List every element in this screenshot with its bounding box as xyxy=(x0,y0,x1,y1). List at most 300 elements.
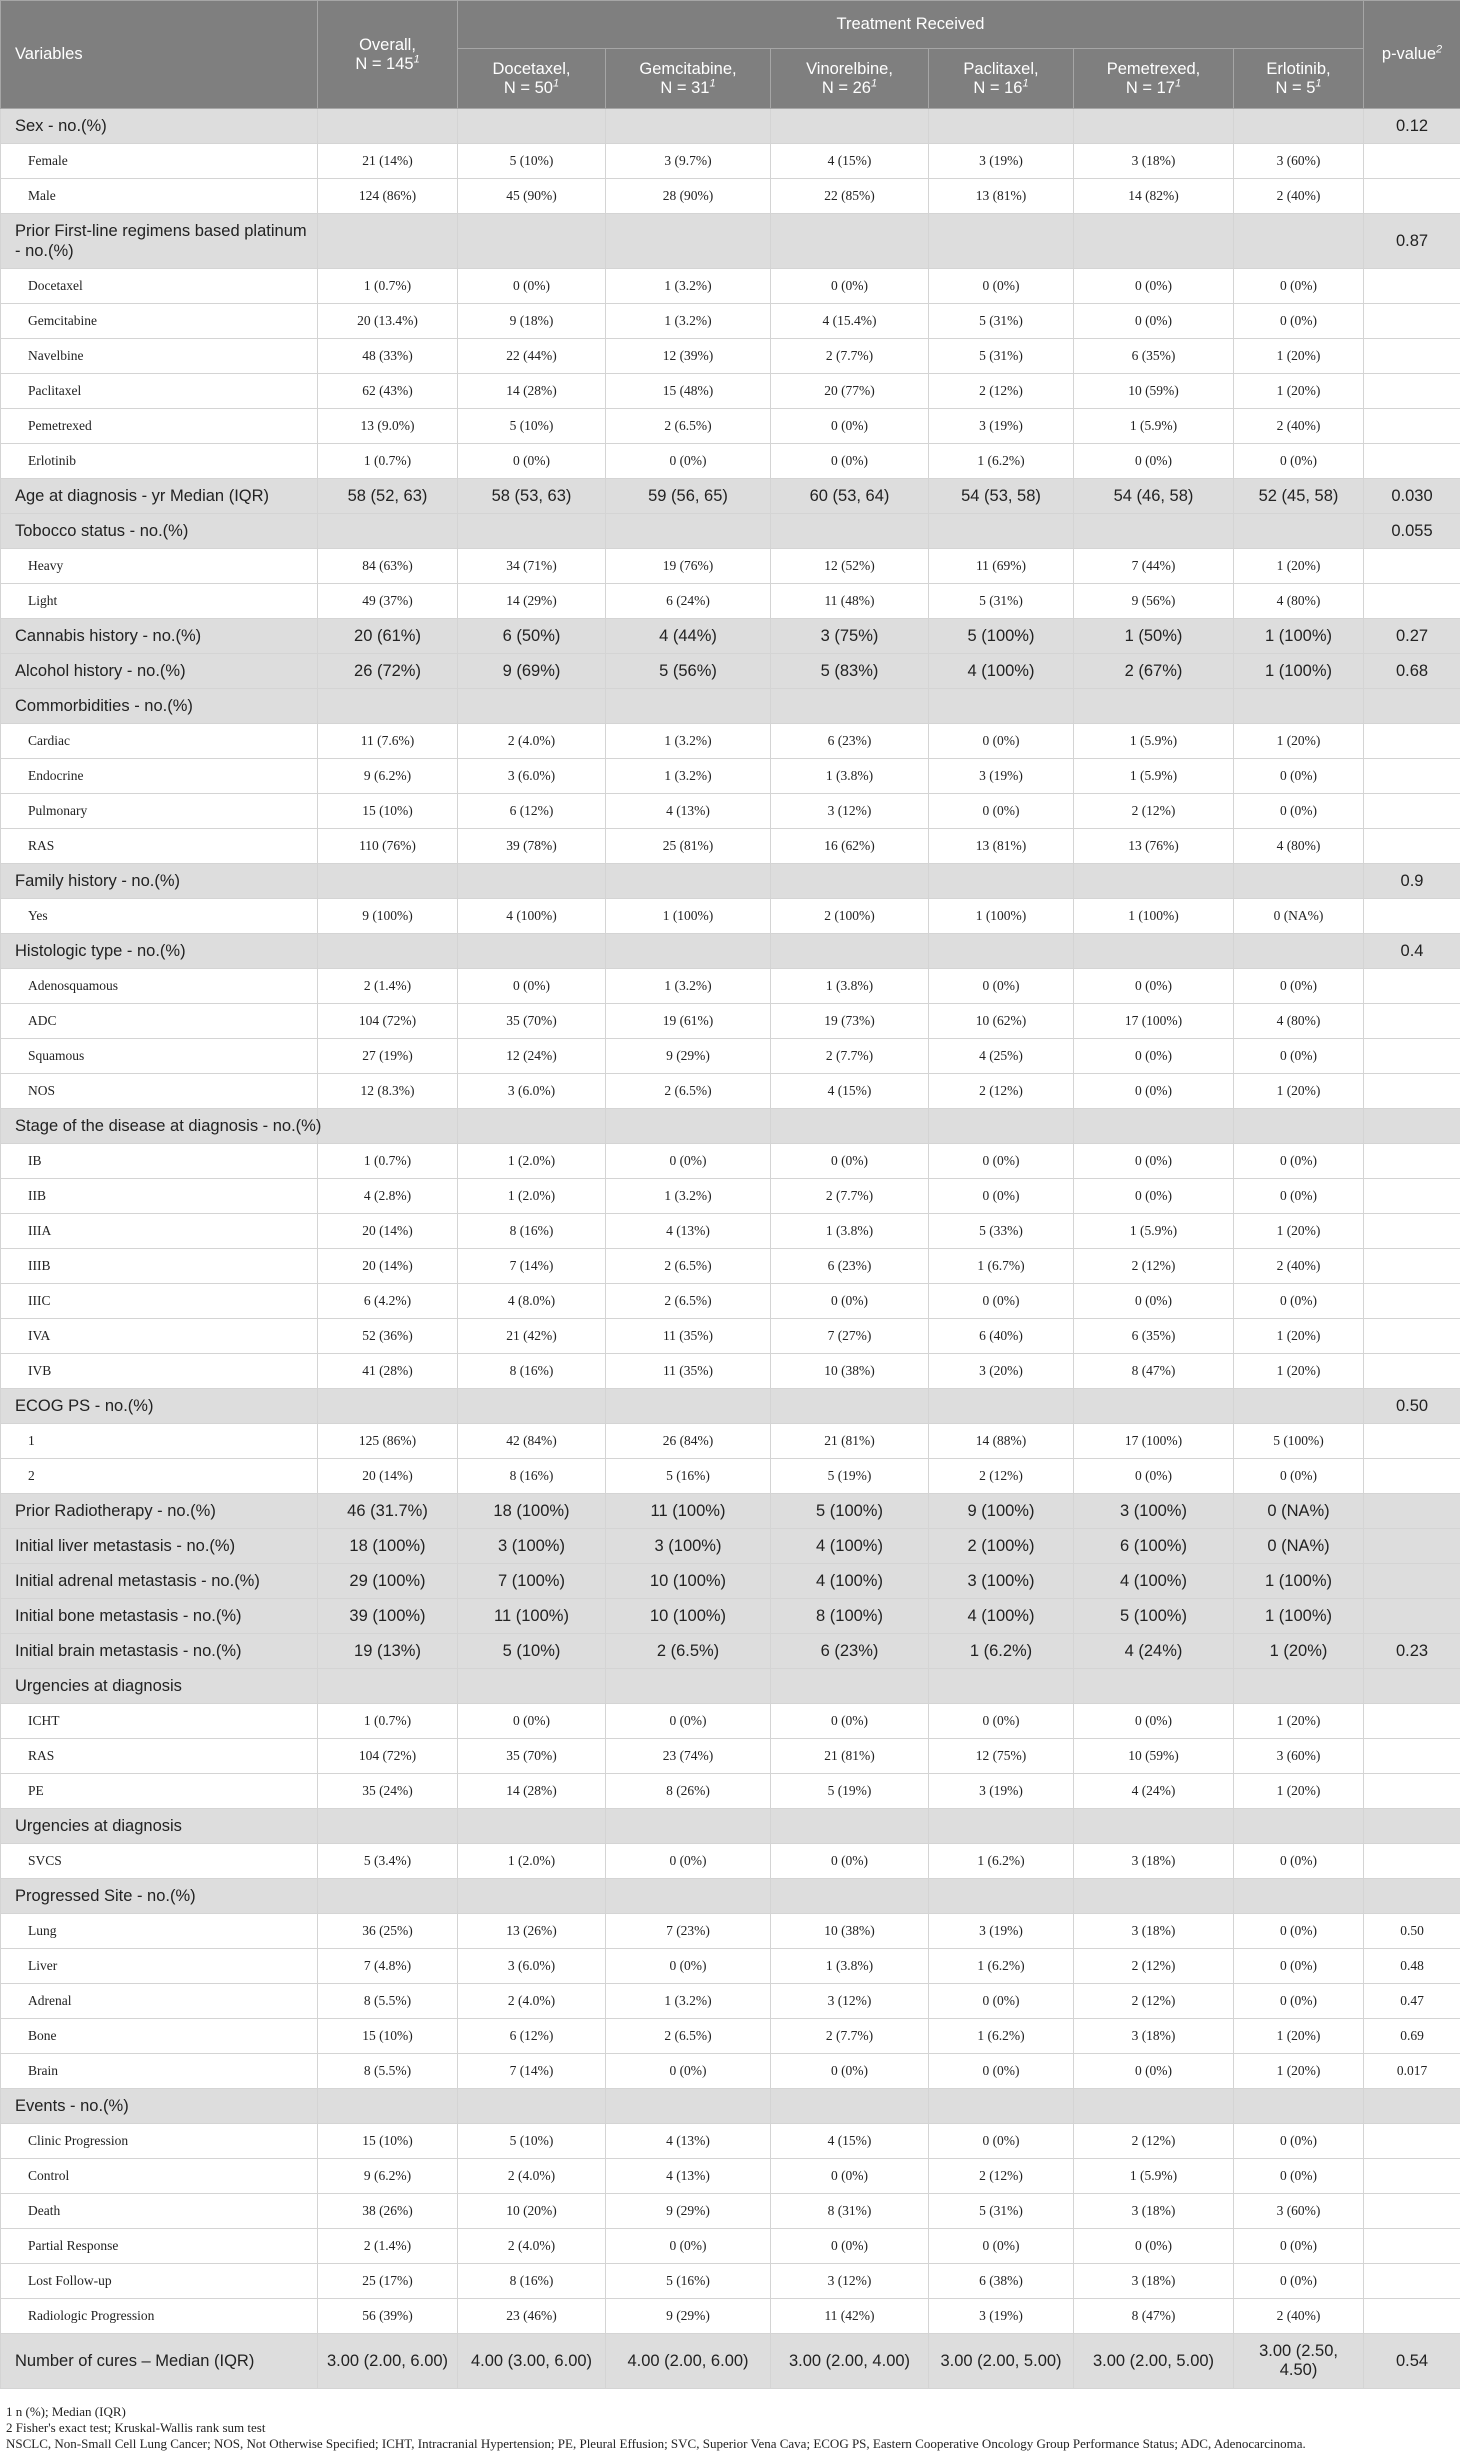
table-cell: 3.00 (2.00, 5.00) xyxy=(1074,2334,1234,2389)
row-label: Histologic type - no.(%) xyxy=(1,934,318,969)
table-cell: 9 (6.2%) xyxy=(318,2159,458,2194)
pvalue-cell xyxy=(1364,2124,1460,2159)
row-label: 1 xyxy=(1,1424,318,1459)
table-cell: 29 (100%) xyxy=(318,1564,458,1599)
table-cell: 0 (0%) xyxy=(1234,444,1364,479)
table-cell: 0 (0%) xyxy=(1074,1704,1234,1739)
pvalue-cell xyxy=(1364,1809,1460,1844)
table-row xyxy=(1,1459,1460,1494)
table-cell: 20 (61%) xyxy=(318,619,458,654)
table-cell xyxy=(606,514,771,549)
table-cell: 0 (0%) xyxy=(458,269,606,304)
table-cell: 2 (4.0%) xyxy=(458,724,606,759)
pvalue-cell xyxy=(1364,1844,1460,1879)
table-cell xyxy=(929,1109,1074,1144)
table-cell xyxy=(458,1809,606,1844)
pvalue-cell xyxy=(1364,1144,1460,1179)
table-cell: 15 (10%) xyxy=(318,794,458,829)
table-cell: 3 (19%) xyxy=(929,409,1074,444)
table-cell: 4 (15%) xyxy=(771,144,929,179)
table-cell: 4.00 (3.00, 6.00) xyxy=(458,2334,606,2389)
row-label: Urgencies at diagnosis xyxy=(1,1809,318,1844)
table-cell xyxy=(929,514,1074,549)
table-cell: 20 (77%) xyxy=(771,374,929,409)
table-cell: 27 (19%) xyxy=(318,1039,458,1074)
table-cell: 0 (0%) xyxy=(771,409,929,444)
table-row xyxy=(1,794,1460,829)
row-label: Brain xyxy=(1,2054,318,2089)
pvalue-cell xyxy=(1364,1599,1460,1634)
table-cell: 0 (0%) xyxy=(1074,1144,1234,1179)
header-treatment-name: Gemcitabine, xyxy=(639,59,737,78)
row-label: Male xyxy=(1,179,318,214)
table-cell: 20 (14%) xyxy=(318,1214,458,1249)
table-cell: 4 (24%) xyxy=(1074,1774,1234,1809)
table-cell: 22 (44%) xyxy=(458,339,606,374)
table-row xyxy=(1,1739,1460,1774)
table-cell xyxy=(458,2089,606,2124)
table-cell: 4 (24%) xyxy=(1074,1634,1234,1669)
table-cell: 1 (2.0%) xyxy=(458,1844,606,1879)
table-cell: 1 (20%) xyxy=(1234,724,1364,759)
row-label: Stage of the disease at diagnosis - no.(%) xyxy=(1,1109,318,1144)
table-cell: 19 (73%) xyxy=(771,1004,929,1039)
pvalue-cell xyxy=(1364,829,1460,864)
pvalue-cell: 0.50 xyxy=(1364,1389,1460,1424)
table-cell: 19 (13%) xyxy=(318,1634,458,1669)
table-cell xyxy=(1234,2089,1364,2124)
header-treatment xyxy=(1074,49,1234,109)
table-cell: 5 (100%) xyxy=(771,1494,929,1529)
table-row xyxy=(1,1284,1460,1319)
table-cell xyxy=(771,1389,929,1424)
table-cell xyxy=(458,109,606,144)
pvalue-cell xyxy=(1364,2089,1460,2124)
table-cell: 35 (70%) xyxy=(458,1739,606,1774)
table-cell: 0 (0%) xyxy=(1234,269,1364,304)
row-label: Alcohol history - no.(%) xyxy=(1,654,318,689)
table-cell: 3 (100%) xyxy=(458,1529,606,1564)
table-section-row xyxy=(1,1809,1460,1844)
table-cell xyxy=(606,689,771,724)
table-cell: 10 (38%) xyxy=(771,1914,929,1949)
table-cell xyxy=(318,2089,458,2124)
row-label: Progressed Site - no.(%) xyxy=(1,1879,318,1914)
table-cell xyxy=(929,689,1074,724)
table-cell: 10 (100%) xyxy=(606,1599,771,1634)
table-section-row xyxy=(1,1494,1460,1529)
table-row xyxy=(1,2054,1460,2089)
table-cell: 0 (NA%) xyxy=(1234,899,1364,934)
table-cell: 0 (0%) xyxy=(929,969,1074,1004)
table-cell xyxy=(771,2089,929,2124)
table-cell: 6 (35%) xyxy=(1074,1319,1234,1354)
table-cell xyxy=(1074,864,1234,899)
table-cell: 3 (75%) xyxy=(771,619,929,654)
header-treatment-n: N = 5 xyxy=(1275,78,1316,97)
table-cell: 0 (0%) xyxy=(1074,2229,1234,2264)
table-cell: 5 (33%) xyxy=(929,1214,1074,1249)
row-label: Cardiac xyxy=(1,724,318,759)
table-cell: 1 (0.7%) xyxy=(318,269,458,304)
row-label: Light xyxy=(1,584,318,619)
table-cell: 19 (76%) xyxy=(606,549,771,584)
table-cell: 8 (16%) xyxy=(458,1459,606,1494)
table-cell: 9 (6.2%) xyxy=(318,759,458,794)
table-cell xyxy=(318,1389,458,1424)
table-cell xyxy=(929,109,1074,144)
table-cell: 3.00 (2.50, 4.50) xyxy=(1234,2334,1364,2389)
table-cell: 1 (20%) xyxy=(1234,549,1364,584)
table-cell: 54 (53, 58) xyxy=(929,479,1074,514)
table-cell: 60 (53, 64) xyxy=(771,479,929,514)
table-row xyxy=(1,1354,1460,1389)
header-treatment-n: N = 31 xyxy=(660,78,710,97)
table-cell: 6 (23%) xyxy=(771,1249,929,1284)
table-row xyxy=(1,759,1460,794)
pvalue-cell xyxy=(1364,444,1460,479)
table-cell: 1 (2.0%) xyxy=(458,1144,606,1179)
table-cell xyxy=(458,1389,606,1424)
table-cell: 1 (100%) xyxy=(606,899,771,934)
table-cell: 6 (50%) xyxy=(458,619,606,654)
table-cell: 4 (15.4%) xyxy=(771,304,929,339)
table-cell xyxy=(458,1109,606,1144)
row-label: Liver xyxy=(1,1949,318,1984)
table-cell: 39 (78%) xyxy=(458,829,606,864)
pvalue-cell xyxy=(1364,759,1460,794)
table-cell: 2 (40%) xyxy=(1234,1249,1364,1284)
table-cell: 62 (43%) xyxy=(318,374,458,409)
row-label: Adenosquamous xyxy=(1,969,318,1004)
table-cell: 48 (33%) xyxy=(318,339,458,374)
table-cell xyxy=(1234,514,1364,549)
table-cell: 5 (10%) xyxy=(458,144,606,179)
table-cell: 0 (0%) xyxy=(771,444,929,479)
table-cell: 0 (0%) xyxy=(1074,444,1234,479)
table-cell: 1 (20%) xyxy=(1234,1774,1364,1809)
table-cell: 41 (28%) xyxy=(318,1354,458,1389)
table-cell: 0 (0%) xyxy=(1234,1844,1364,1879)
table-row xyxy=(1,144,1460,179)
table-cell: 13 (26%) xyxy=(458,1914,606,1949)
table-cell: 3 (6.0%) xyxy=(458,1949,606,1984)
row-label: RAS xyxy=(1,1739,318,1774)
table-cell: 14 (28%) xyxy=(458,1774,606,1809)
table-cell: 7 (4.8%) xyxy=(318,1949,458,1984)
table-row xyxy=(1,1039,1460,1074)
header-treatment-name: Pemetrexed, xyxy=(1106,59,1201,78)
table-cell: 8 (47%) xyxy=(1074,2299,1234,2334)
pvalue-cell xyxy=(1364,1459,1460,1494)
table-cell: 4 (44%) xyxy=(606,619,771,654)
table-cell xyxy=(1074,214,1234,269)
table-cell: 21 (81%) xyxy=(771,1739,929,1774)
table-cell: 8 (100%) xyxy=(771,1599,929,1634)
table-cell: 34 (71%) xyxy=(458,549,606,584)
table-cell: 0 (0%) xyxy=(1074,1179,1234,1214)
table-section-row xyxy=(1,214,1460,269)
table-cell: 125 (86%) xyxy=(318,1424,458,1459)
footnote-mark: 1 xyxy=(1022,77,1029,89)
pvalue-cell xyxy=(1364,1249,1460,1284)
table-row xyxy=(1,1704,1460,1739)
table-cell: 2 (6.5%) xyxy=(606,1074,771,1109)
footnote-2-text: Fisher's exact test; Kruskal-Wallis rank sum test xyxy=(12,2420,266,2435)
table-cell: 1 (0.7%) xyxy=(318,444,458,479)
table-cell: 3 (60%) xyxy=(1234,144,1364,179)
table-section-row xyxy=(1,689,1460,724)
table-cell: 2 (12%) xyxy=(1074,1249,1234,1284)
table-cell: 7 (14%) xyxy=(458,2054,606,2089)
table-cell: 2 (12%) xyxy=(929,1074,1074,1109)
table-cell: 3 (6.0%) xyxy=(458,759,606,794)
row-label: Death xyxy=(1,2194,318,2229)
pvalue-cell xyxy=(1364,1109,1460,1144)
pvalue-cell xyxy=(1364,794,1460,829)
table-cell: 1 (100%) xyxy=(1234,1564,1364,1599)
row-label: IIIA xyxy=(1,1214,318,1249)
row-label: Initial adrenal metastasis - no.(%) xyxy=(1,1564,318,1599)
footnote-mark: 1 xyxy=(1315,77,1322,89)
table-cell: 5 (3.4%) xyxy=(318,1844,458,1879)
table-cell: 1 (20%) xyxy=(1234,2019,1364,2054)
table-row xyxy=(1,1179,1460,1214)
table-cell: 1 (3.2%) xyxy=(606,269,771,304)
table-cell xyxy=(1074,1109,1234,1144)
table-cell: 11 (69%) xyxy=(929,549,1074,584)
table-cell xyxy=(771,689,929,724)
table-cell: 12 (24%) xyxy=(458,1039,606,1074)
table-row xyxy=(1,1249,1460,1284)
table-cell: 1 (6.2%) xyxy=(929,1634,1074,1669)
table-cell: 5 (31%) xyxy=(929,339,1074,374)
table-cell xyxy=(318,864,458,899)
table-cell: 3 (18%) xyxy=(1074,144,1234,179)
table-section-row xyxy=(1,934,1460,969)
table-cell: 0 (0%) xyxy=(606,1949,771,1984)
row-label: IIIB xyxy=(1,1249,318,1284)
pvalue-cell: 0.54 xyxy=(1364,2334,1460,2389)
pvalue-cell xyxy=(1364,1494,1460,1529)
table-cell: 6 (23%) xyxy=(771,724,929,759)
header-treatment-n: N = 26 xyxy=(821,78,871,97)
pvalue-cell: 0.030 xyxy=(1364,479,1460,514)
table-cell: 1 (6.2%) xyxy=(929,1949,1074,1984)
table-cell: 10 (59%) xyxy=(1074,1739,1234,1774)
header-treatment xyxy=(929,49,1074,109)
table-cell xyxy=(929,1879,1074,1914)
pvalue-cell xyxy=(1364,1179,1460,1214)
table-cell xyxy=(318,689,458,724)
table-cell: 14 (82%) xyxy=(1074,179,1234,214)
table-cell: 39 (100%) xyxy=(318,1599,458,1634)
table-row xyxy=(1,2299,1460,2334)
table-cell: 2 (12%) xyxy=(1074,2124,1234,2159)
table-cell xyxy=(1234,1809,1364,1844)
table-cell: 0 (0%) xyxy=(606,1844,771,1879)
pvalue-cell xyxy=(1364,1704,1460,1739)
table-cell xyxy=(318,1109,458,1144)
table-cell: 12 (8.3%) xyxy=(318,1074,458,1109)
pvalue-cell xyxy=(1364,1879,1460,1914)
table-cell: 0 (0%) xyxy=(1234,304,1364,339)
table-cell: 6 (100%) xyxy=(1074,1529,1234,1564)
table-cell: 104 (72%) xyxy=(318,1004,458,1039)
table-cell: 12 (75%) xyxy=(929,1739,1074,1774)
table-cell: 0 (0%) xyxy=(1234,1179,1364,1214)
table-cell: 1 (100%) xyxy=(1074,899,1234,934)
table-section-row xyxy=(1,1599,1460,1634)
table-cell: 1 (3.8%) xyxy=(771,1214,929,1249)
table-cell xyxy=(606,1109,771,1144)
table-row xyxy=(1,969,1460,1004)
table-cell: 2 (40%) xyxy=(1234,179,1364,214)
pvalue-cell: 0.12 xyxy=(1364,109,1460,144)
row-label: IIIC xyxy=(1,1284,318,1319)
table-cell: 0 (0%) xyxy=(458,444,606,479)
table-cell: 35 (70%) xyxy=(458,1004,606,1039)
table-cell: 3 (60%) xyxy=(1234,1739,1364,1774)
row-label: Gemcitabine xyxy=(1,304,318,339)
table-cell xyxy=(458,214,606,269)
pvalue-cell xyxy=(1364,584,1460,619)
table-cell: 11 (100%) xyxy=(458,1599,606,1634)
table-cell: 1 (20%) xyxy=(1234,2054,1364,2089)
table-cell: 0 (0%) xyxy=(606,2229,771,2264)
table-section-row xyxy=(1,1109,1460,1144)
table-cell xyxy=(1234,1879,1364,1914)
table-cell: 14 (28%) xyxy=(458,374,606,409)
table-cell: 11 (100%) xyxy=(606,1494,771,1529)
table-cell: 1 (20%) xyxy=(1234,1704,1364,1739)
table-cell: 1 (3.8%) xyxy=(771,969,929,1004)
table-cell: 5 (83%) xyxy=(771,654,929,689)
pvalue-cell: 0.50 xyxy=(1364,1914,1460,1949)
table-cell: 0 (0%) xyxy=(606,1144,771,1179)
table-cell: 0 (0%) xyxy=(1074,269,1234,304)
table-cell: 6 (38%) xyxy=(929,2264,1074,2299)
table-cell: 5 (19%) xyxy=(771,1774,929,1809)
row-label: Initial bone metastasis - no.(%) xyxy=(1,1599,318,1634)
table-cell: 3 (6.0%) xyxy=(458,1074,606,1109)
table-cell: 4 (8.0%) xyxy=(458,1284,606,1319)
table-cell: 25 (81%) xyxy=(606,829,771,864)
table-cell xyxy=(771,934,929,969)
pvalue-cell xyxy=(1364,2229,1460,2264)
table-cell: 4 (80%) xyxy=(1234,1004,1364,1039)
table-cell xyxy=(1234,214,1364,269)
row-label: Prior First-line regimens based platinum - no.(%) xyxy=(1,214,318,269)
table-cell: 58 (53, 63) xyxy=(458,479,606,514)
table-cell xyxy=(318,1809,458,1844)
table-cell xyxy=(1234,1389,1364,1424)
table-cell: 2 (6.5%) xyxy=(606,2019,771,2054)
table-cell: 2 (40%) xyxy=(1234,409,1364,444)
table-cell: 1 (2.0%) xyxy=(458,1179,606,1214)
row-label: Initial liver metastasis - no.(%) xyxy=(1,1529,318,1564)
table-cell: 2 (12%) xyxy=(1074,1984,1234,2019)
header-treatment-n: N = 17 xyxy=(1125,78,1175,97)
table-cell: 8 (16%) xyxy=(458,1214,606,1249)
row-label: Clinic Progression xyxy=(1,2124,318,2159)
table-cell xyxy=(1234,1109,1364,1144)
header-treatment xyxy=(1234,49,1364,109)
table-cell xyxy=(1234,1669,1364,1704)
table-cell: 0 (0%) xyxy=(606,444,771,479)
table-cell: 6 (23%) xyxy=(771,1634,929,1669)
table-cell: 0 (0%) xyxy=(771,2159,929,2194)
table-section-row xyxy=(1,2334,1460,2389)
table-row xyxy=(1,409,1460,444)
table-cell: 3 (100%) xyxy=(606,1529,771,1564)
row-label: Family history - no.(%) xyxy=(1,864,318,899)
table-cell: 2 (7.7%) xyxy=(771,1039,929,1074)
pvalue-cell xyxy=(1364,2194,1460,2229)
table-cell: 14 (88%) xyxy=(929,1424,1074,1459)
table-cell xyxy=(318,1879,458,1914)
table-row xyxy=(1,2019,1460,2054)
table-cell: 1 (5.9%) xyxy=(1074,409,1234,444)
table-cell: 5 (10%) xyxy=(458,2124,606,2159)
table-cell: 0 (0%) xyxy=(929,1179,1074,1214)
table-cell: 8 (16%) xyxy=(458,1354,606,1389)
table-cell: 1 (100%) xyxy=(1234,654,1364,689)
table-cell: 3 (20%) xyxy=(929,1354,1074,1389)
table-cell: 1 (0.7%) xyxy=(318,1144,458,1179)
table-section-row xyxy=(1,1564,1460,1599)
table-cell: 3 (9.7%) xyxy=(606,144,771,179)
table-cell: 4 (13%) xyxy=(606,2124,771,2159)
table-cell: 0 (0%) xyxy=(929,1984,1074,2019)
table-cell: 2 (1.4%) xyxy=(318,2229,458,2264)
table-cell: 5 (100%) xyxy=(1234,1424,1364,1459)
footnote-2-mark: 2 xyxy=(6,2420,13,2435)
table-cell: 46 (31.7%) xyxy=(318,1494,458,1529)
table-cell: 124 (86%) xyxy=(318,179,458,214)
table-cell xyxy=(458,1669,606,1704)
table-row xyxy=(1,724,1460,759)
row-label: 2 xyxy=(1,1459,318,1494)
pvalue-cell xyxy=(1364,1564,1460,1599)
header-treatment-name: Vinorelbine, xyxy=(806,59,893,78)
table-cell: 4.00 (2.00, 6.00) xyxy=(606,2334,771,2389)
table-cell: 1 (5.9%) xyxy=(1074,724,1234,759)
table-cell: 0 (0%) xyxy=(458,969,606,1004)
table-cell: 10 (59%) xyxy=(1074,374,1234,409)
table-cell: 8 (31%) xyxy=(771,2194,929,2229)
table-cell: 4 (80%) xyxy=(1234,584,1364,619)
row-label: Partial Response xyxy=(1,2229,318,2264)
row-label: Pulmonary xyxy=(1,794,318,829)
table-cell: 21 (42%) xyxy=(458,1319,606,1354)
table-cell: 11 (35%) xyxy=(606,1354,771,1389)
row-label: ICHT xyxy=(1,1704,318,1739)
table-cell: 25 (17%) xyxy=(318,2264,458,2299)
row-label: Erlotinib xyxy=(1,444,318,479)
table-cell xyxy=(318,214,458,269)
table-cell: 1 (6.2%) xyxy=(929,444,1074,479)
table-section-row xyxy=(1,1669,1460,1704)
table-cell xyxy=(1074,1669,1234,1704)
pvalue-cell xyxy=(1364,1319,1460,1354)
header-treatment xyxy=(458,49,606,109)
table-cell xyxy=(929,2089,1074,2124)
row-label: Paclitaxel xyxy=(1,374,318,409)
table-cell: 1 (100%) xyxy=(929,899,1074,934)
table-cell: 7 (14%) xyxy=(458,1249,606,1284)
table-cell xyxy=(771,864,929,899)
